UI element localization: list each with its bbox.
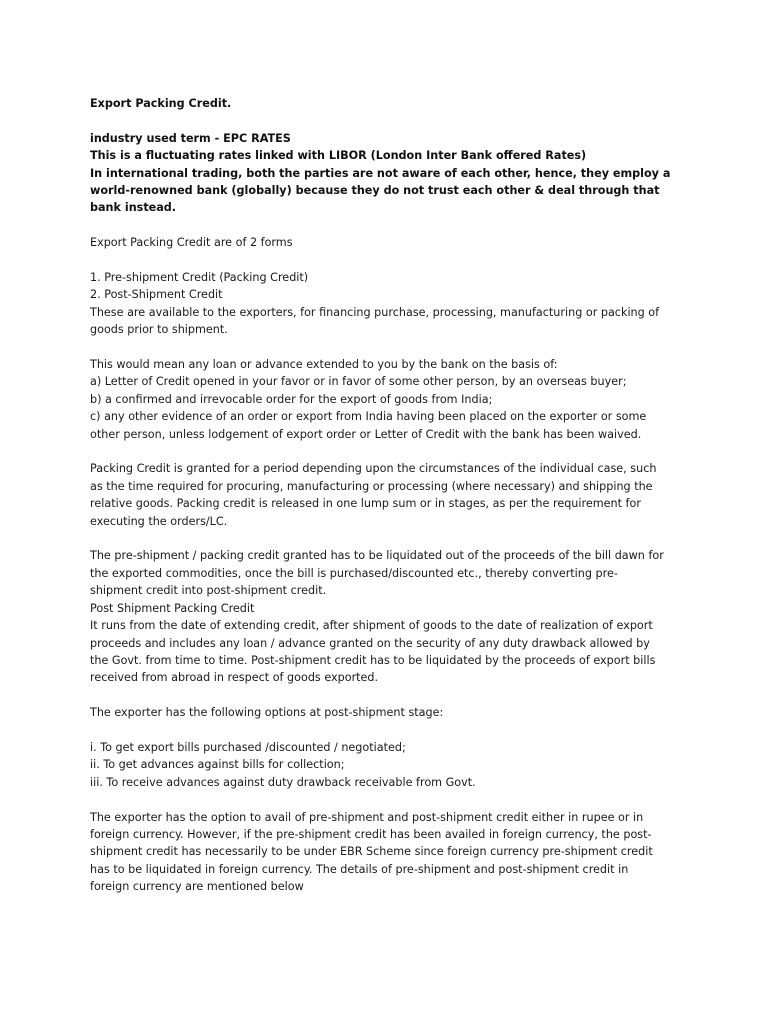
loan-basis-line: other person, unless lodgement of export order or Letter of Credit with the bank has been waived.	[90, 427, 642, 441]
intro-line: bank instead.	[90, 201, 177, 215]
liquidation-line: proceeds and includes any loan / advance granted on the security of any duty drawback allowed by	[90, 636, 650, 650]
packing-period-line: as the time required for procuring, manufacturing or processing (where necessary) and shipping the	[90, 479, 653, 493]
forms-line: 1. Pre-shipment Credit (Packing Credit)	[90, 271, 309, 285]
currency-line: foreign currency are mentioned below	[90, 880, 304, 894]
liquidation-line: It runs from the date of extending credit, after shipment of goods to the date of realization of export	[90, 619, 653, 633]
forms-list	[90, 269, 690, 339]
liquidation-line: The pre-shipment / packing credit granted has to be liquidated out of the proceeds of the bill dawn for	[90, 549, 664, 563]
forms-line: 2. Post-Shipment Credit	[90, 288, 223, 302]
spacer	[90, 443, 690, 460]
currency-paragraph	[90, 809, 690, 896]
loan-basis-line: This would mean any loan or advance extended to you by the bank on the basis of:	[90, 358, 558, 372]
intro-line: world-renowned bank (globally) because they do not trust each other & deal through that	[90, 184, 660, 198]
spacer	[90, 722, 690, 739]
spacer	[90, 252, 690, 269]
spacer	[90, 217, 690, 234]
forms-heading: Export Packing Credit are of 2 forms	[90, 236, 293, 250]
options-list	[90, 739, 690, 791]
liquidation-paragraph	[90, 547, 690, 686]
packing-period-line: Packing Credit is granted for a period depending upon the circumstances of the individual case, such	[90, 462, 657, 476]
loan-basis-paragraph	[90, 356, 690, 443]
forms-line: These are available to the exporters, for financing purchase, processing, manufacturing or packing of	[90, 305, 660, 319]
document-title: Export Packing Credit.	[90, 97, 232, 110]
currency-line: foreign currency. However, if the pre-shipment credit has been availed in foreign currency, the post-	[90, 827, 652, 841]
currency-line: shipment credit has necessarily to be under EBR Scheme since foreign currency pre-shipment credit	[90, 845, 653, 859]
loan-basis-line: b) a confirmed and irrevocable order for the export of goods from India;	[90, 392, 493, 406]
spacer	[90, 791, 690, 808]
post-shipment-heading: Post Shipment Packing Credit	[90, 601, 255, 615]
packing-period-paragraph	[90, 460, 690, 530]
loan-basis-line: c) any other evidence of an order or export from India having been placed on the exporter or some	[90, 410, 647, 424]
liquidation-line: the exported commodities, once the bill is purchased/discounted etc., thereby converting pre-	[90, 566, 618, 580]
currency-line: The exporter has the option to avail of pre-shipment and post-shipment credit either in rupee or in	[90, 810, 644, 824]
forms-line: goods prior to shipment.	[90, 323, 228, 337]
intro-line: In international trading, both the parties are not aware of each other, hence, they employ a	[90, 166, 671, 180]
spacer	[90, 339, 690, 356]
liquidation-line: shipment credit into post-shipment credit.	[90, 584, 327, 598]
options-heading: The exporter has the following options at post-shipment stage:	[90, 706, 444, 720]
spacer	[90, 530, 690, 547]
currency-line: has to be liquidated in foreign currency. The details of pre-shipment and post-shipment credit in	[90, 862, 629, 876]
packing-period-line: relative goods. Packing credit is released in one lump sum or in stages, as per the requirement for	[90, 497, 641, 511]
liquidation-line: received from abroad in respect of goods exported.	[90, 671, 379, 685]
options-item: ii. To get advances against bills for collection;	[90, 758, 345, 772]
packing-period-line: executing the orders/LC.	[90, 514, 228, 528]
loan-basis-line: a) Letter of Credit opened in your favor or in favor of some other person, by an overseas buyer;	[90, 375, 627, 389]
liquidation-line: the Govt. from time to time. Post-shipment credit has to be liquidated by the proceeds of export bills	[90, 653, 656, 667]
intro-line: industry used term - EPC RATES	[90, 131, 291, 145]
options-item: iii. To receive advances against duty drawback receivable from Govt.	[90, 775, 476, 789]
document-page	[90, 95, 690, 896]
spacer	[90, 687, 690, 704]
intro-paragraph	[90, 130, 690, 217]
options-item: i. To get export bills purchased /discounted / negotiated;	[90, 740, 406, 754]
intro-line: This is a fluctuating rates linked with LIBOR (London Inter Bank offered Rates)	[90, 149, 587, 163]
spacer	[90, 112, 690, 129]
